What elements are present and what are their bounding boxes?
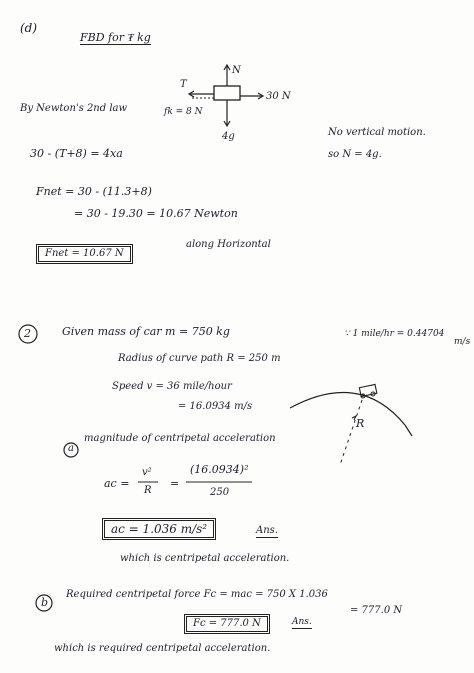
part-a-label: a: [68, 443, 74, 454]
force-result: = 777.0 N: [350, 605, 403, 616]
fnet-line-1: Fnet = 30 - (11.3+8): [36, 185, 152, 198]
part-b-label: b: [41, 596, 49, 609]
fc-result-box: Fc = 777.0 N: [186, 616, 268, 632]
fbd-label-force: 30 N: [266, 91, 291, 102]
equation-1: 30 - (T+8) = 4xa: [30, 147, 123, 160]
fbd-label-weight: 4g: [222, 131, 235, 142]
fbd-block: [214, 86, 240, 100]
no-vertical-1: No vertical motion.: [328, 127, 426, 138]
part-d-label: (d): [20, 21, 38, 35]
radius-label: R: [356, 417, 365, 430]
speed-text: Speed v = 36 mile/hour: [112, 381, 232, 392]
which-centripetal-2: which is required centripetal acceleration.: [54, 643, 271, 654]
ac-lhs: ac =: [104, 477, 130, 490]
by-newton-text: By Newton's 2nd law: [20, 103, 128, 114]
radius-line: [340, 400, 365, 465]
mile-conversion: ∵ 1 mile/hr = 0.44704: [344, 329, 445, 339]
fbd-label-fk: fk = 8 N: [164, 107, 203, 117]
answer-2: Ans.: [292, 617, 312, 627]
required-force-text: Required centripetal force Fc = mac = 750 X 1.036: [66, 589, 328, 600]
no-vertical-2: so N = 4g.: [328, 149, 382, 160]
fbd-title: FBD for ₮ kg: [80, 31, 151, 44]
fbd-label-n: N: [232, 65, 241, 76]
ac-numerator-1: v²: [142, 467, 152, 478]
mile-unit: m/s: [454, 337, 471, 347]
curve-path: [290, 392, 405, 425]
along-horizontal: along Horizontal: [186, 239, 271, 250]
ac-result-box: ac = 1.036 m/s²: [104, 520, 214, 538]
ac-denominator-2: 250: [210, 487, 230, 498]
part-2-label: 2: [24, 327, 31, 340]
given-mass: Given mass of car m = 750 kg: [62, 325, 230, 338]
fnet-line-2: = 30 - 19.30 = 10.67 Newton: [74, 207, 238, 220]
acceleration-heading: magnitude of centripetal acceleration: [84, 433, 276, 444]
speed-conversion: = 16.0934 m/s: [178, 401, 253, 412]
ac-denominator-1: R: [144, 485, 152, 496]
fbd-label-t: T: [180, 79, 187, 90]
ac-numerator-2: (16.0934)²: [190, 463, 249, 476]
radius-text: Radius of curve path R = 250 m: [118, 353, 281, 364]
answer-1: Ans.: [256, 525, 278, 536]
ac-equals: =: [170, 477, 180, 490]
fnet-result-box: Fnet = 10.67 N: [38, 246, 131, 262]
which-centripetal-1: which is centripetal acceleration.: [120, 553, 290, 564]
